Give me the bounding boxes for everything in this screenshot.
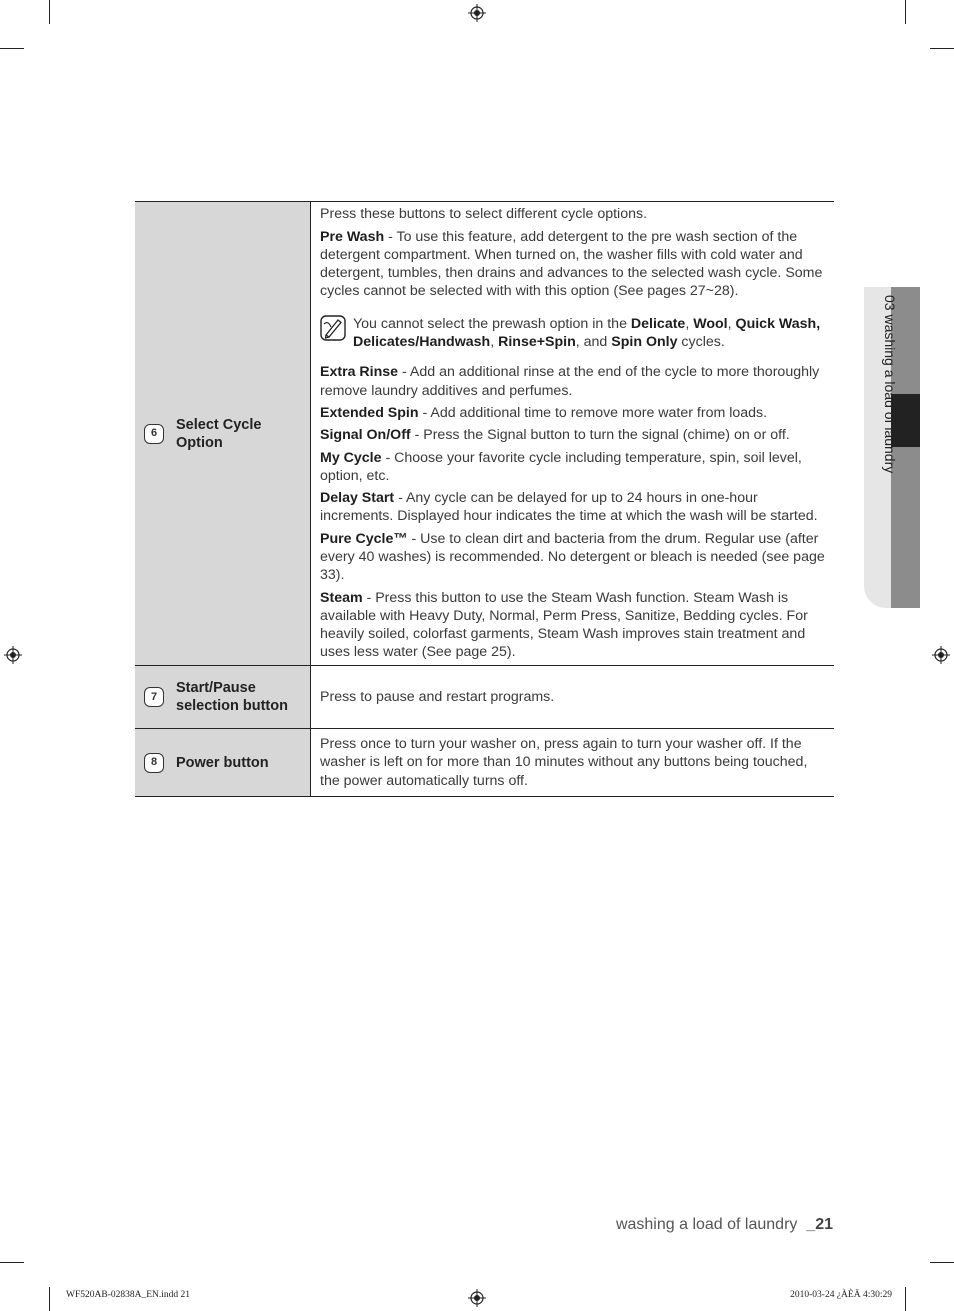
option-signal: Signal On/Off - Press the Signal button to turn the signal (chime) on or off. bbox=[320, 427, 790, 444]
crop-mark bbox=[930, 1262, 954, 1263]
chapter-side-tab bbox=[864, 287, 920, 608]
page-footer bbox=[616, 1216, 833, 1234]
number-badge: 7 bbox=[144, 687, 164, 707]
number-badge: 8 bbox=[144, 753, 164, 773]
print-slug-file: WF520AB-02838A_EN.indd 21 bbox=[66, 1290, 191, 1300]
option-extra-rinse: Extra Rinse - Add an additional rinse at the end of the cycle to more thoroughly remove laundry additives and perfumes. bbox=[320, 364, 820, 399]
table-row bbox=[135, 666, 834, 729]
note-text: You cannot select the prewash option in the Delicate, Wool, Quick Wash, Delicates/Handwash, Rinse+Spin, and Spin Only cycles. bbox=[353, 315, 821, 351]
note-box bbox=[320, 315, 828, 352]
row-label: Power button bbox=[176, 754, 269, 771]
print-slug-date: 2010-03-24 ¿ÀÈÄ 4:30:29 bbox=[790, 1290, 892, 1300]
control-panel-table bbox=[135, 201, 834, 797]
page-number: _21 bbox=[806, 1216, 833, 1233]
row-label-cell bbox=[135, 202, 311, 666]
crop-mark bbox=[905, 0, 906, 24]
registration-mark-icon bbox=[468, 4, 486, 22]
row-label: Select Cycle Option bbox=[176, 416, 262, 451]
option-delay-start: Delay Start - Any cycle can be delayed for up to 24 hours in one-hour increments. Displayed hour indicates the time at which the wash will be started. bbox=[320, 490, 818, 525]
intro-text: Press these buttons to select different cycle options. bbox=[320, 206, 648, 223]
crop-mark bbox=[49, 1287, 50, 1311]
row-description: Press once to turn your washer on, press again to turn your washer off. If the washer is left on for more than 10 minutes without any buttons being touched, the power automatically turns off. bbox=[320, 736, 808, 789]
row-label-cell bbox=[135, 666, 311, 729]
registration-mark-icon bbox=[932, 646, 950, 664]
crop-mark bbox=[930, 48, 954, 49]
number-badge: 6 bbox=[144, 424, 164, 444]
registration-mark-icon bbox=[4, 646, 22, 664]
crop-mark bbox=[49, 0, 50, 24]
option-extended-spin: Extended Spin - Add additional time to remove more water from loads. bbox=[320, 404, 768, 421]
option-pure-cycle: Pure Cycle™ - Use to clean dirt and bacteria from the drum. Regular use (after every 40 washes) is recommended. No detergent or bleach is needed (see page 33). bbox=[320, 530, 825, 584]
registration-mark-icon bbox=[468, 1289, 486, 1307]
footer-title: washing a load of laundry bbox=[615, 1216, 798, 1233]
row-description-cell bbox=[311, 202, 835, 666]
row-label: Start/Pause selection button bbox=[176, 680, 288, 714]
crop-mark bbox=[0, 1262, 24, 1263]
table-row bbox=[135, 729, 834, 797]
row-label-cell bbox=[135, 729, 311, 797]
crop-mark bbox=[0, 48, 24, 49]
crop-mark bbox=[905, 1287, 906, 1311]
note-pencil-icon bbox=[320, 315, 346, 341]
chapter-tab-label: 03 washing a load of laundry bbox=[882, 295, 898, 474]
row-description-cell bbox=[311, 729, 835, 797]
option-pre-wash: Pre Wash - To use this feature, add detergent to the pre wash section of the detergent compartment. When turned on, the washer fills with cold water and detergent, tumbles, then drains and advances to the selected wash cycle. Some cycles cannot be selected with with this option (See pages 27~28). bbox=[320, 228, 823, 300]
row-description: Press to pause and restart programs. bbox=[320, 688, 555, 705]
option-steam: Steam - Press this button to use the Steam Wash function. Steam Wash is available with Heavy Duty, Normal, Perm Press, Sanitize, Bedding cycles. For heavily soiled, colorfast garments, Steam Wash improves stain treatment and uses less water (See page 25). bbox=[320, 589, 808, 661]
table-row bbox=[135, 202, 834, 666]
row-description-cell bbox=[311, 666, 835, 729]
option-my-cycle: My Cycle - Choose your favorite cycle including temperature, spin, soil level, option, etc. bbox=[320, 449, 802, 484]
